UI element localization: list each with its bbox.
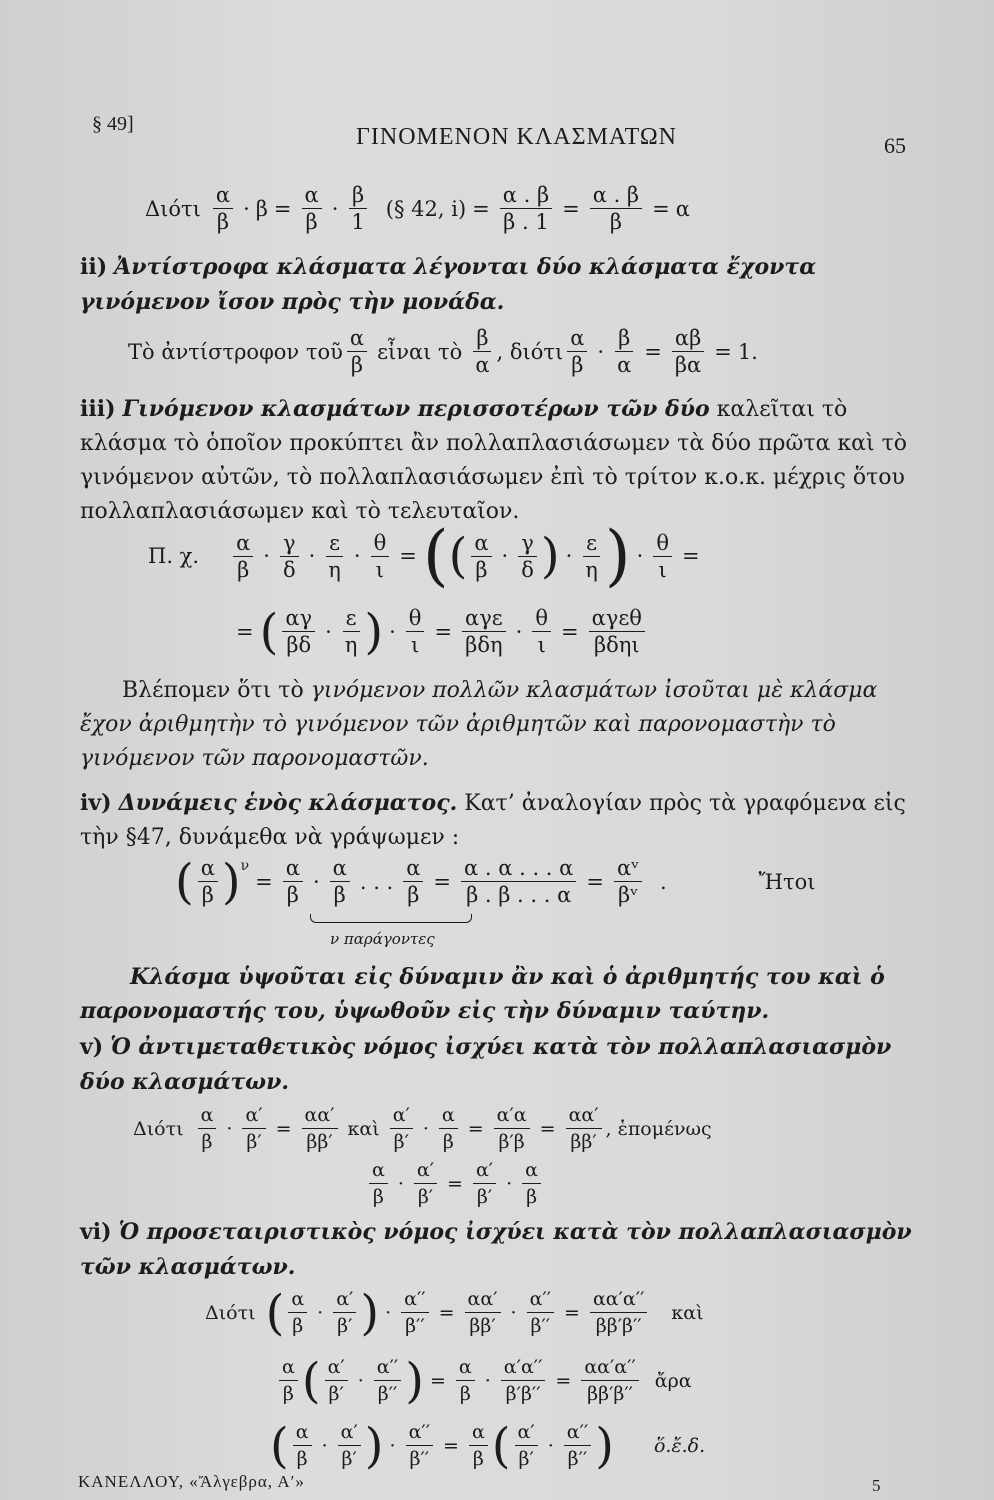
equation-6b: $\frac{\alpha}{\beta}$ ( $\frac{\alpha'}{\beta'}$ · $\frac{\alpha''}{\beta''}$ ) = $\frac{\alpha}{\beta}$ · $\frac{\alpha'\alpha''}{\beta'\beta''}$ = $\frac{\alpha\alpha'\alpha''}{\beta\beta'\beta''}$ ἄρα	[0, 1355, 994, 1406]
fraction: $\frac{\alpha}{\beta}$	[347, 326, 367, 377]
equation-6c: ( $\frac{\alpha}{\beta}$ · $\frac{\alpha'}{\beta'}$ ) · $\frac{\alpha''}{\beta''}$ = $\frac{\alpha}{\beta}$ ( $\frac{\alpha'}{\beta'}$ · $\frac{\alpha''}{\beta''}$ ) ὅ.ἔ.δ.	[270, 1417, 706, 1474]
paragraph-v: v) Ὁ ἀντιμεταθετικὸς νόμος ἰσχύει κατὰ τὸν πολλαπλασιασμὸν δύο κλασμάτων.	[80, 1034, 892, 1095]
signature-mark: 5	[872, 1476, 882, 1495]
fraction: $\frac{\beta}{\alpha}$	[475, 326, 490, 377]
page-number: 65	[884, 133, 906, 158]
brace-note: ν παράγοντες	[330, 930, 435, 948]
fraction: $\frac{\alpha}{\beta}$	[567, 326, 587, 377]
item-text: λέγονται δύο κλάσματα ἔχοντα γινόμενον ἴσον πρὸς τὴν μονάδα.	[80, 254, 817, 315]
equation-3b: = ( $\frac{\alpha\gamma}{\beta\delta}$ · $\frac{\varepsilon}{\eta}$ ) · $\frac{\theta}{\iota}$ = $\frac{\text{αγε}}{\text{βδη}}$ · $\frac{\theta}{\iota}$ = $\frac{\text{αγεθ}}{\text{βδηι}}$	[0, 606, 994, 657]
fraction: $\frac{\beta}{1}$	[348, 183, 367, 234]
paragraph-ii	[80, 250, 915, 320]
equation-1: Διότι $\frac{\alpha}{\beta}$ · β = $\frac{\alpha}{\beta}$ · $\frac{\beta}{1}$ (§ 42, i) = $\frac{\alpha . \beta}{\beta . 1}$ = $\frac{\alpha . \beta}{\beta}$ = α	[145, 183, 690, 234]
fraction: $\frac{\beta}{\alpha}$	[617, 326, 632, 377]
fraction: $\frac{\alpha}{\beta}$	[213, 183, 233, 234]
equation-3a: Π. χ. $\frac{\alpha}{\beta}$ · $\frac{\gamma}{\delta}$ · $\frac{\varepsilon}{\eta}$ · $\frac{\theta}{\iota}$ = ( ( $\frac{\alpha}{\beta}$ · $\frac{\gamma}{\delta}$ ) · $\frac{\varepsilon}{\eta}$ ) · $\frac{\theta}{\iota}$ =	[148, 517, 700, 594]
eq1-lead: Διότι	[145, 196, 201, 221]
equation-2: Τὸ ἀντίστροφον τοῦ $\frac{\alpha}{\beta}$ εἶναι τὸ $\frac{\beta}{\alpha}$ , διότι $\frac{\alpha}{\beta}$ · $\frac{\beta}{\alpha}$ = $\frac{\alpha\beta}{\beta\alpha}$ = 1.	[128, 326, 758, 377]
equation-5a: Διότι $\frac{\alpha}{\beta}$ · $\frac{\alpha'}{\beta'}$ = $\frac{\alpha\alpha'}{\beta\beta'}$ καὶ $\frac{\alpha'}{\beta'}$ · $\frac{\alpha}{\beta}$ = $\frac{\alpha'\alpha}{\beta'\beta}$ = $\frac{\alpha\alpha'}{\beta\beta'}$ , ἑπομένως	[133, 1104, 712, 1153]
underbrace	[310, 914, 472, 923]
rule-iv: Κλάσμα ὑψοῦται εἰς δύναμιν ἂν καὶ ὁ ἀριθμητής του καὶ ὁ παρονομαστής του, ὑψωθοῦν εἰς τὴν δύναμιν ταύτην.	[80, 964, 885, 1024]
paragraph-vi: vi) Ὁ προσεταιριστικὸς νόμος ἰσχύει κατὰ τὸν πολλαπλασιασμὸν τῶν κλασμάτων.	[80, 1219, 912, 1280]
paragraph-iii: iii) Γινόμενον κλασμάτων περισσοτέρων τῶν δύο καλεῖται τὸ κλάσμα τὸ ὁποῖον προκύπτει ἂν πολλαπλασιάσωμεν τὰ δύο πρῶτα καὶ τὸ γινόμενον αὐτῶν, τὸ πολλαπλασιάσωμεν ἐπὶ τὸ τρίτον κ.ο.κ. μέχρις ὅτου πολλαπλασιάσωμεν καὶ τὸ τελευταῖον.	[80, 396, 908, 524]
item-title: Ἀντίστροφα κλάσματα	[114, 254, 407, 280]
footer-author: ΚΑΝΕΛΛΟΥ, «Ἄλγεβρα, Α′»	[78, 1472, 305, 1491]
fraction: $\frac{\alpha . \beta}{\beta . 1}$	[500, 183, 552, 234]
reference: (§ 42, i)	[385, 196, 467, 221]
fraction: $\frac{\alpha . \beta}{\beta}$	[590, 183, 642, 234]
running-title: ΓΙΝΟΜΕΝΟΝ ΚΛΑΣΜΑΤΩΝ	[356, 124, 677, 150]
fraction: $\frac{\alpha}{\beta}$	[302, 183, 322, 234]
item-label: ii)	[80, 254, 108, 280]
equation-5b: $\frac{\alpha}{\beta}$ · $\frac{\alpha'}{\beta'}$ = $\frac{\alpha'}{\beta'}$ · $\frac{\alpha}{\beta}$	[0, 1158, 994, 1209]
equation-6a: Διότι ( $\frac{\alpha}{\beta}$ · $\frac{\alpha'}{\beta'}$ ) · $\frac{\alpha''}{\beta''}$ = $\frac{\alpha\alpha'}{\beta\beta'}$ · $\frac{\alpha''}{\beta''}$ = $\frac{\alpha\alpha'\alpha''}{\beta\beta'\beta''}$ καὶ	[205, 1284, 704, 1341]
paragraph-iv: iv) Δυνάμεις ἑνὸς κλάσματος. Κατ’ ἀναλογίαν πρὸς τὰ γραφόμενα εἰς τὴν §47, δυνάμεθα νὰ γράψωμεν :	[80, 790, 906, 850]
equation-4: ( $\frac{\alpha}{\beta}$ ) $^\nu$ = $\frac{\alpha}{\beta}$ · $\frac{\alpha}{\beta}$ . . . $\frac{\alpha}{\beta}$ = $\frac{\alpha . \alpha . . . \alpha}{\beta . \beta . . . \alpha}$ = $\frac{\text{αᵛ}}{\text{βᵛ}}$ . Ἤτοι	[175, 853, 816, 910]
section-number: § 49]	[92, 113, 134, 135]
paragraph-iii-conclusion: Βλέπομεν ὅτι τὸ γινόμενον πολλῶν κλασμάτων ἰσοῦται μὲ κλάσμα ἔχον ἀριθμητὴν τὸ γινόμενον τῶν ἀριθμητῶν καὶ παρονομαστὴν τὸ γινόμενον τῶν παρονομαστῶν.	[80, 678, 878, 771]
fraction: $\frac{\alpha\beta}{\beta\alpha}$	[672, 326, 704, 377]
